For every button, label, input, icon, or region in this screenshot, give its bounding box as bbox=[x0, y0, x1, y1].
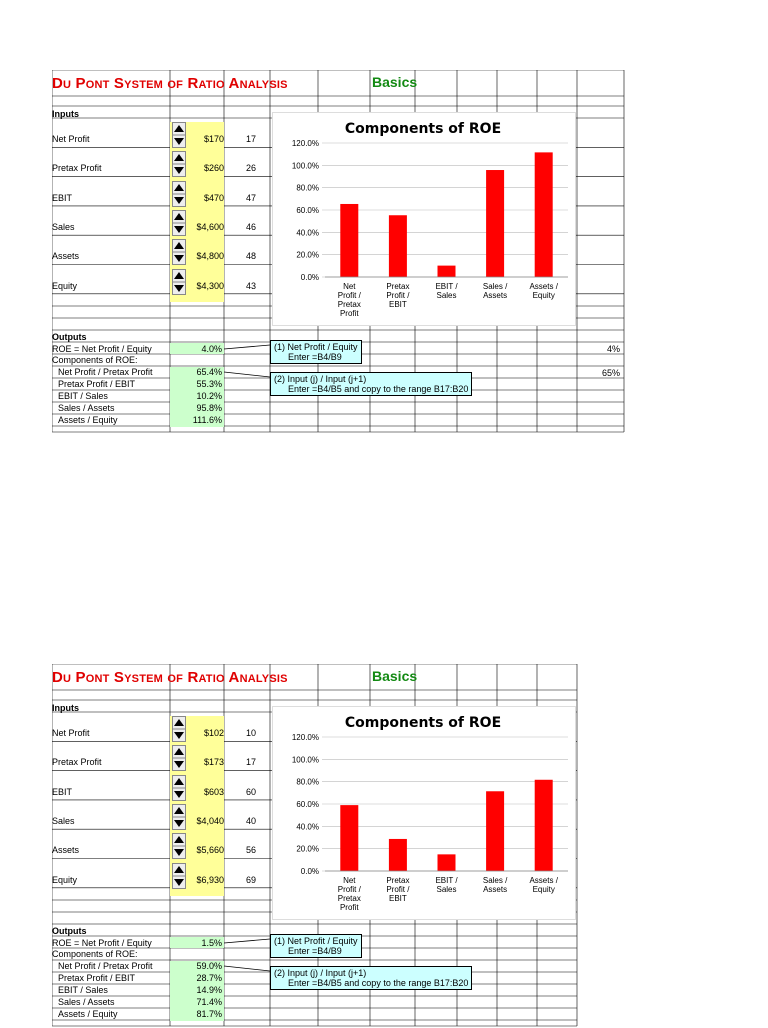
x-tick-label: Profit / bbox=[337, 885, 361, 894]
bar bbox=[486, 170, 504, 277]
bar bbox=[535, 152, 553, 277]
output-value: 71.4% bbox=[196, 997, 222, 1007]
x-tick-label: Net bbox=[343, 876, 356, 885]
bar bbox=[438, 266, 456, 277]
spinner-link-value: 10 bbox=[245, 728, 256, 738]
input-value[interactable]: $5,660 bbox=[196, 845, 224, 856]
spreadsheet-sheet-2 bbox=[52, 664, 577, 1026]
spinner-link-value: 69 bbox=[245, 874, 256, 885]
callout-pointers bbox=[222, 934, 282, 974]
outputs-header: Outputs bbox=[52, 926, 87, 936]
bar bbox=[340, 805, 358, 871]
y-tick-label: 60.0% bbox=[296, 206, 319, 215]
input-value[interactable]: $173 bbox=[203, 757, 224, 768]
output-value: 14.9% bbox=[196, 985, 222, 995]
input-value[interactable]: $603 bbox=[203, 786, 224, 797]
x-tick-label: Assets / bbox=[529, 876, 558, 885]
components-label: Components of ROE: bbox=[52, 355, 138, 365]
spinner-link-value: 56 bbox=[245, 845, 256, 856]
y-tick-label: 0.0% bbox=[300, 867, 319, 876]
chart-svg bbox=[273, 113, 575, 325]
input-value[interactable]: $4,040 bbox=[196, 815, 224, 826]
bar bbox=[389, 215, 407, 277]
y-tick-label: 0.0% bbox=[300, 273, 319, 282]
input-label-assets: Assets bbox=[52, 845, 80, 856]
y-tick-label: 80.0% bbox=[296, 777, 319, 787]
callout-component-formula bbox=[270, 372, 472, 396]
y-tick-label: 100.0% bbox=[291, 755, 319, 765]
x-tick-label: Assets bbox=[483, 885, 508, 894]
output-value: 111.6% bbox=[192, 415, 222, 425]
input-value[interactable]: $260 bbox=[203, 163, 224, 174]
callout-line: Enter =B4/B5 and copy to the range B17:B20 bbox=[288, 978, 469, 988]
input-label-pretax-profit: Pretax Profit bbox=[52, 163, 102, 174]
x-tick-label: Profit / bbox=[386, 291, 410, 300]
y-tick-label: 80.0% bbox=[296, 183, 319, 193]
callout-line: (2) Input (j) / Input (j+1) bbox=[274, 374, 367, 384]
input-label-sales: Sales bbox=[52, 815, 75, 826]
spinner-link-value: 26 bbox=[245, 163, 256, 174]
output-value: 95.8% bbox=[196, 403, 222, 413]
x-tick-label: Profit bbox=[339, 903, 359, 912]
input-label-net-profit: Net Profit bbox=[52, 134, 90, 144]
x-tick-label: Equity bbox=[532, 885, 555, 894]
bar bbox=[389, 839, 407, 871]
outputs-header: Outputs bbox=[52, 332, 87, 342]
callout-line: (1) Net Profit / Equity bbox=[274, 936, 358, 946]
sheet-title: Du Pont System of Ratio Analysis bbox=[52, 75, 288, 92]
x-tick-label: EBIT / bbox=[435, 876, 458, 885]
output-label: Net Profit / Pretax Profit bbox=[58, 961, 153, 971]
roe-components-chart bbox=[272, 112, 576, 326]
x-tick-label: Profit / bbox=[386, 885, 410, 894]
spinner-link-value: 46 bbox=[245, 221, 256, 232]
x-tick-label: EBIT / bbox=[435, 282, 458, 291]
y-tick-label: 40.0% bbox=[296, 228, 319, 238]
input-value[interactable]: $4,600 bbox=[196, 221, 224, 232]
roe-components-chart bbox=[272, 706, 576, 920]
x-tick-label: Profit bbox=[339, 309, 359, 318]
input-label-ebit: EBIT bbox=[52, 786, 73, 797]
output-label: Sales / Assets bbox=[58, 997, 115, 1007]
components-label: Components of ROE: bbox=[52, 949, 138, 959]
callout-line: Enter =B4/B9 bbox=[288, 352, 342, 362]
spinner-link-value: 47 bbox=[245, 192, 256, 203]
input-label-sales: Sales bbox=[52, 221, 75, 232]
spinner-link-value: 60 bbox=[245, 786, 256, 797]
input-label-pretax-profit: Pretax Profit bbox=[52, 757, 102, 768]
callout-line: Enter =B4/B5 and copy to the range B17:B20 bbox=[288, 384, 469, 394]
x-tick-label: Sales bbox=[436, 885, 457, 894]
callout-roe-formula bbox=[270, 934, 362, 958]
spinner-link-value: 17 bbox=[245, 757, 256, 768]
x-tick-label: EBIT bbox=[389, 300, 407, 309]
roe-value: 1.5% bbox=[201, 938, 222, 948]
spinner-link-value: 40 bbox=[245, 815, 256, 826]
x-tick-label: Assets / bbox=[529, 282, 558, 291]
x-tick-label: EBIT bbox=[389, 894, 407, 903]
x-tick-label: Profit / bbox=[337, 291, 361, 300]
x-tick-label: Equity bbox=[532, 291, 555, 300]
x-tick-label: Pretax bbox=[386, 282, 410, 291]
sheet-title: Du Pont System of Ratio Analysis bbox=[52, 669, 288, 686]
input-value[interactable]: $4,300 bbox=[196, 280, 224, 291]
bar bbox=[438, 854, 456, 871]
output-label: Net Profit / Pretax Profit bbox=[58, 367, 153, 377]
output-value: 10.2% bbox=[196, 391, 222, 401]
input-value[interactable]: $170 bbox=[203, 134, 224, 144]
output-value: 59.0% bbox=[196, 961, 222, 971]
output-label: Assets / Equity bbox=[58, 415, 118, 425]
x-tick-label: Pretax bbox=[337, 300, 361, 309]
x-tick-label: Sales / bbox=[482, 282, 508, 291]
output-value: 55.3% bbox=[196, 379, 222, 389]
callout-line: (1) Net Profit / Equity bbox=[274, 342, 358, 352]
x-tick-label: Sales / bbox=[482, 876, 508, 885]
output-value: 81.7% bbox=[196, 1009, 222, 1019]
roe-label: ROE = Net Profit / Equity bbox=[52, 938, 152, 948]
bar bbox=[535, 780, 553, 871]
spinner-link-value: 48 bbox=[245, 251, 256, 262]
inputs-header: Inputs bbox=[52, 109, 79, 119]
y-tick-label: 20.0% bbox=[296, 844, 319, 854]
x-tick-label: Assets bbox=[483, 291, 508, 300]
y-tick-label: 60.0% bbox=[296, 800, 319, 809]
output-label: EBIT / Sales bbox=[58, 985, 108, 995]
y-tick-label: 40.0% bbox=[296, 822, 319, 832]
y-tick-label: 20.0% bbox=[296, 250, 319, 260]
x-tick-label: Pretax bbox=[337, 894, 361, 903]
chart-svg bbox=[273, 707, 575, 919]
bar bbox=[340, 204, 358, 277]
roe-label: ROE = Net Profit / Equity bbox=[52, 344, 152, 354]
spinner-link-value: 43 bbox=[245, 280, 256, 291]
callout-pointers bbox=[222, 340, 282, 380]
side-value: 65% bbox=[601, 368, 620, 378]
callout-component-formula bbox=[270, 966, 472, 990]
output-label: Sales / Assets bbox=[58, 403, 115, 413]
chart-title: Components of ROE bbox=[344, 121, 502, 137]
input-label-net-profit: Net Profit bbox=[52, 728, 90, 738]
input-value[interactable]: $470 bbox=[203, 192, 224, 203]
output-value: 65.4% bbox=[196, 367, 222, 377]
input-value[interactable]: $102 bbox=[203, 728, 224, 738]
inputs-header: Inputs bbox=[52, 703, 79, 713]
callout-line: Enter =B4/B9 bbox=[288, 946, 342, 956]
input-label-assets: Assets bbox=[52, 251, 80, 262]
spreadsheet-sheet-1 bbox=[52, 70, 624, 432]
basics-label: Basics bbox=[372, 668, 418, 684]
side-value: 4% bbox=[606, 344, 620, 354]
output-label: Pretax Profit / EBIT bbox=[58, 379, 136, 389]
x-tick-label: Pretax bbox=[386, 876, 410, 885]
callout-line: (2) Input (j) / Input (j+1) bbox=[274, 968, 367, 978]
y-tick-label: 120.0% bbox=[291, 139, 319, 148]
bar bbox=[486, 791, 504, 871]
basics-label: Basics bbox=[372, 74, 418, 90]
output-value: 28.7% bbox=[196, 973, 222, 983]
callout-roe-formula bbox=[270, 340, 362, 364]
input-value[interactable]: $4,800 bbox=[196, 251, 224, 262]
roe-value: 4.0% bbox=[201, 344, 222, 354]
output-label: Pretax Profit / EBIT bbox=[58, 973, 136, 983]
input-label-equity: Equity bbox=[52, 874, 78, 885]
y-tick-label: 120.0% bbox=[291, 733, 319, 742]
x-tick-label: Sales bbox=[436, 291, 457, 300]
output-label: EBIT / Sales bbox=[58, 391, 108, 401]
spinner-link-value: 17 bbox=[245, 134, 256, 144]
input-label-ebit: EBIT bbox=[52, 192, 73, 203]
y-tick-label: 100.0% bbox=[291, 161, 319, 171]
input-value[interactable]: $6,930 bbox=[196, 874, 224, 885]
input-label-equity: Equity bbox=[52, 280, 78, 291]
output-label: Assets / Equity bbox=[58, 1009, 118, 1019]
x-tick-label: Net bbox=[343, 282, 356, 291]
chart-title: Components of ROE bbox=[344, 715, 502, 731]
